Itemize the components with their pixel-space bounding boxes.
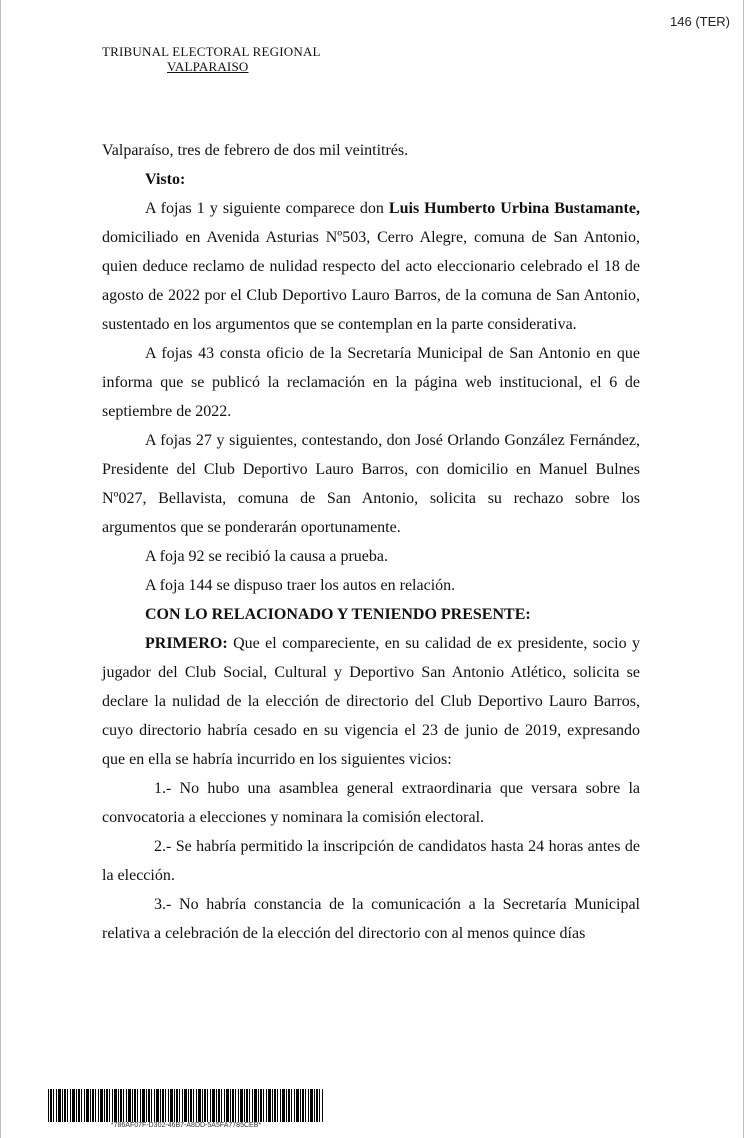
paragraph-1	[102, 194, 640, 339]
page-number: 146 (TER)	[670, 14, 730, 29]
list-item-2: 2.- Se habría permitido la inscripción de candidatos hasta 24 horas antes de la elección.	[102, 838, 640, 884]
paragraph-1-intro: A fojas 1 y siguiente comparece don	[145, 200, 389, 217]
paragraph-5: A foja 144 se dispuso traer los autos en relación.	[145, 577, 456, 594]
visto-heading	[102, 165, 640, 194]
primero-paragraph	[102, 629, 640, 774]
date-line: Valparaíso, tres de febrero de dos mil veintitrés.	[102, 142, 409, 159]
document-body	[102, 136, 640, 948]
section-heading	[102, 600, 640, 629]
page-left-edge	[0, 0, 1, 1138]
primero-label: PRIMERO:	[145, 635, 228, 652]
paragraph-2: A fojas 43 consta oficio de la Secretaría Municipal de San Antonio en que informa que se publicó la reclamación en la página web institucional, el 6 de septiembre de 2022.	[102, 345, 640, 420]
visto-label: Visto:	[145, 171, 186, 188]
court-header	[102, 44, 321, 74]
primero-text: Que el compareciente, en su calidad de ex presidente, socio y jugador del Club Social, Cultural y Deportivo San Antonio Atlético, solicita se declare la nulidad de la elección de directorio del Club Deportivo Lauro Barros, cuyo directorio habría cesado en su vigencia el 23 de junio de 2019, expresando que en ella se habría incurrido en los siguientes vicios:	[102, 635, 640, 768]
court-name: TRIBUNAL ELECTORAL REGIONAL	[102, 44, 321, 59]
barcode-code: *786AF07F-D302-46B7-A8DD-5A5FA7785CEB*	[110, 1122, 262, 1129]
section-heading-text: CON LO RELACIONADO Y TENIENDO PRESENTE:	[145, 606, 531, 623]
paragraph-3: A fojas 27 y siguientes, contestando, don José Orlando González Fernández, Presidente del Club Deportivo Lauro Barros, con domicilio en Manuel Bulnes Nº027, Bellavista, comuna de San Antonio, solicita su rechazo sobre los argumentos que se ponderarán oportunamente.	[102, 432, 640, 536]
court-city: VALPARAISO	[167, 59, 249, 74]
paragraph-1-rest: domiciliado en Avenida Asturias Nº503, Cerro Alegre, comuna de San Antonio, quien deduce reclamo de nulidad respecto del acto eleccionario celebrado el 18 de agosto de 2022 por el Club Deportivo Lauro Barros, de la comuna de San Antonio, sustentado en los argumentos que se contemplan en la parte considerativa.	[102, 229, 640, 333]
list-item-3: 3.- No habría constancia de la comunicación a la Secretaría Municipal relativa a celebración de la elección del directorio con al menos quince días	[102, 896, 640, 942]
list-item-1: 1.- No hubo una asamblea general extraordinaria que versara sobre la convocatoria a elecciones y nominara la comisión electoral.	[102, 780, 640, 826]
plaintiff-name: Luis Humberto Urbina Bustamante,	[388, 200, 640, 217]
barcode-image	[48, 1089, 324, 1122]
paragraph-4: A foja 92 se recibió la causa a prueba.	[145, 548, 389, 565]
